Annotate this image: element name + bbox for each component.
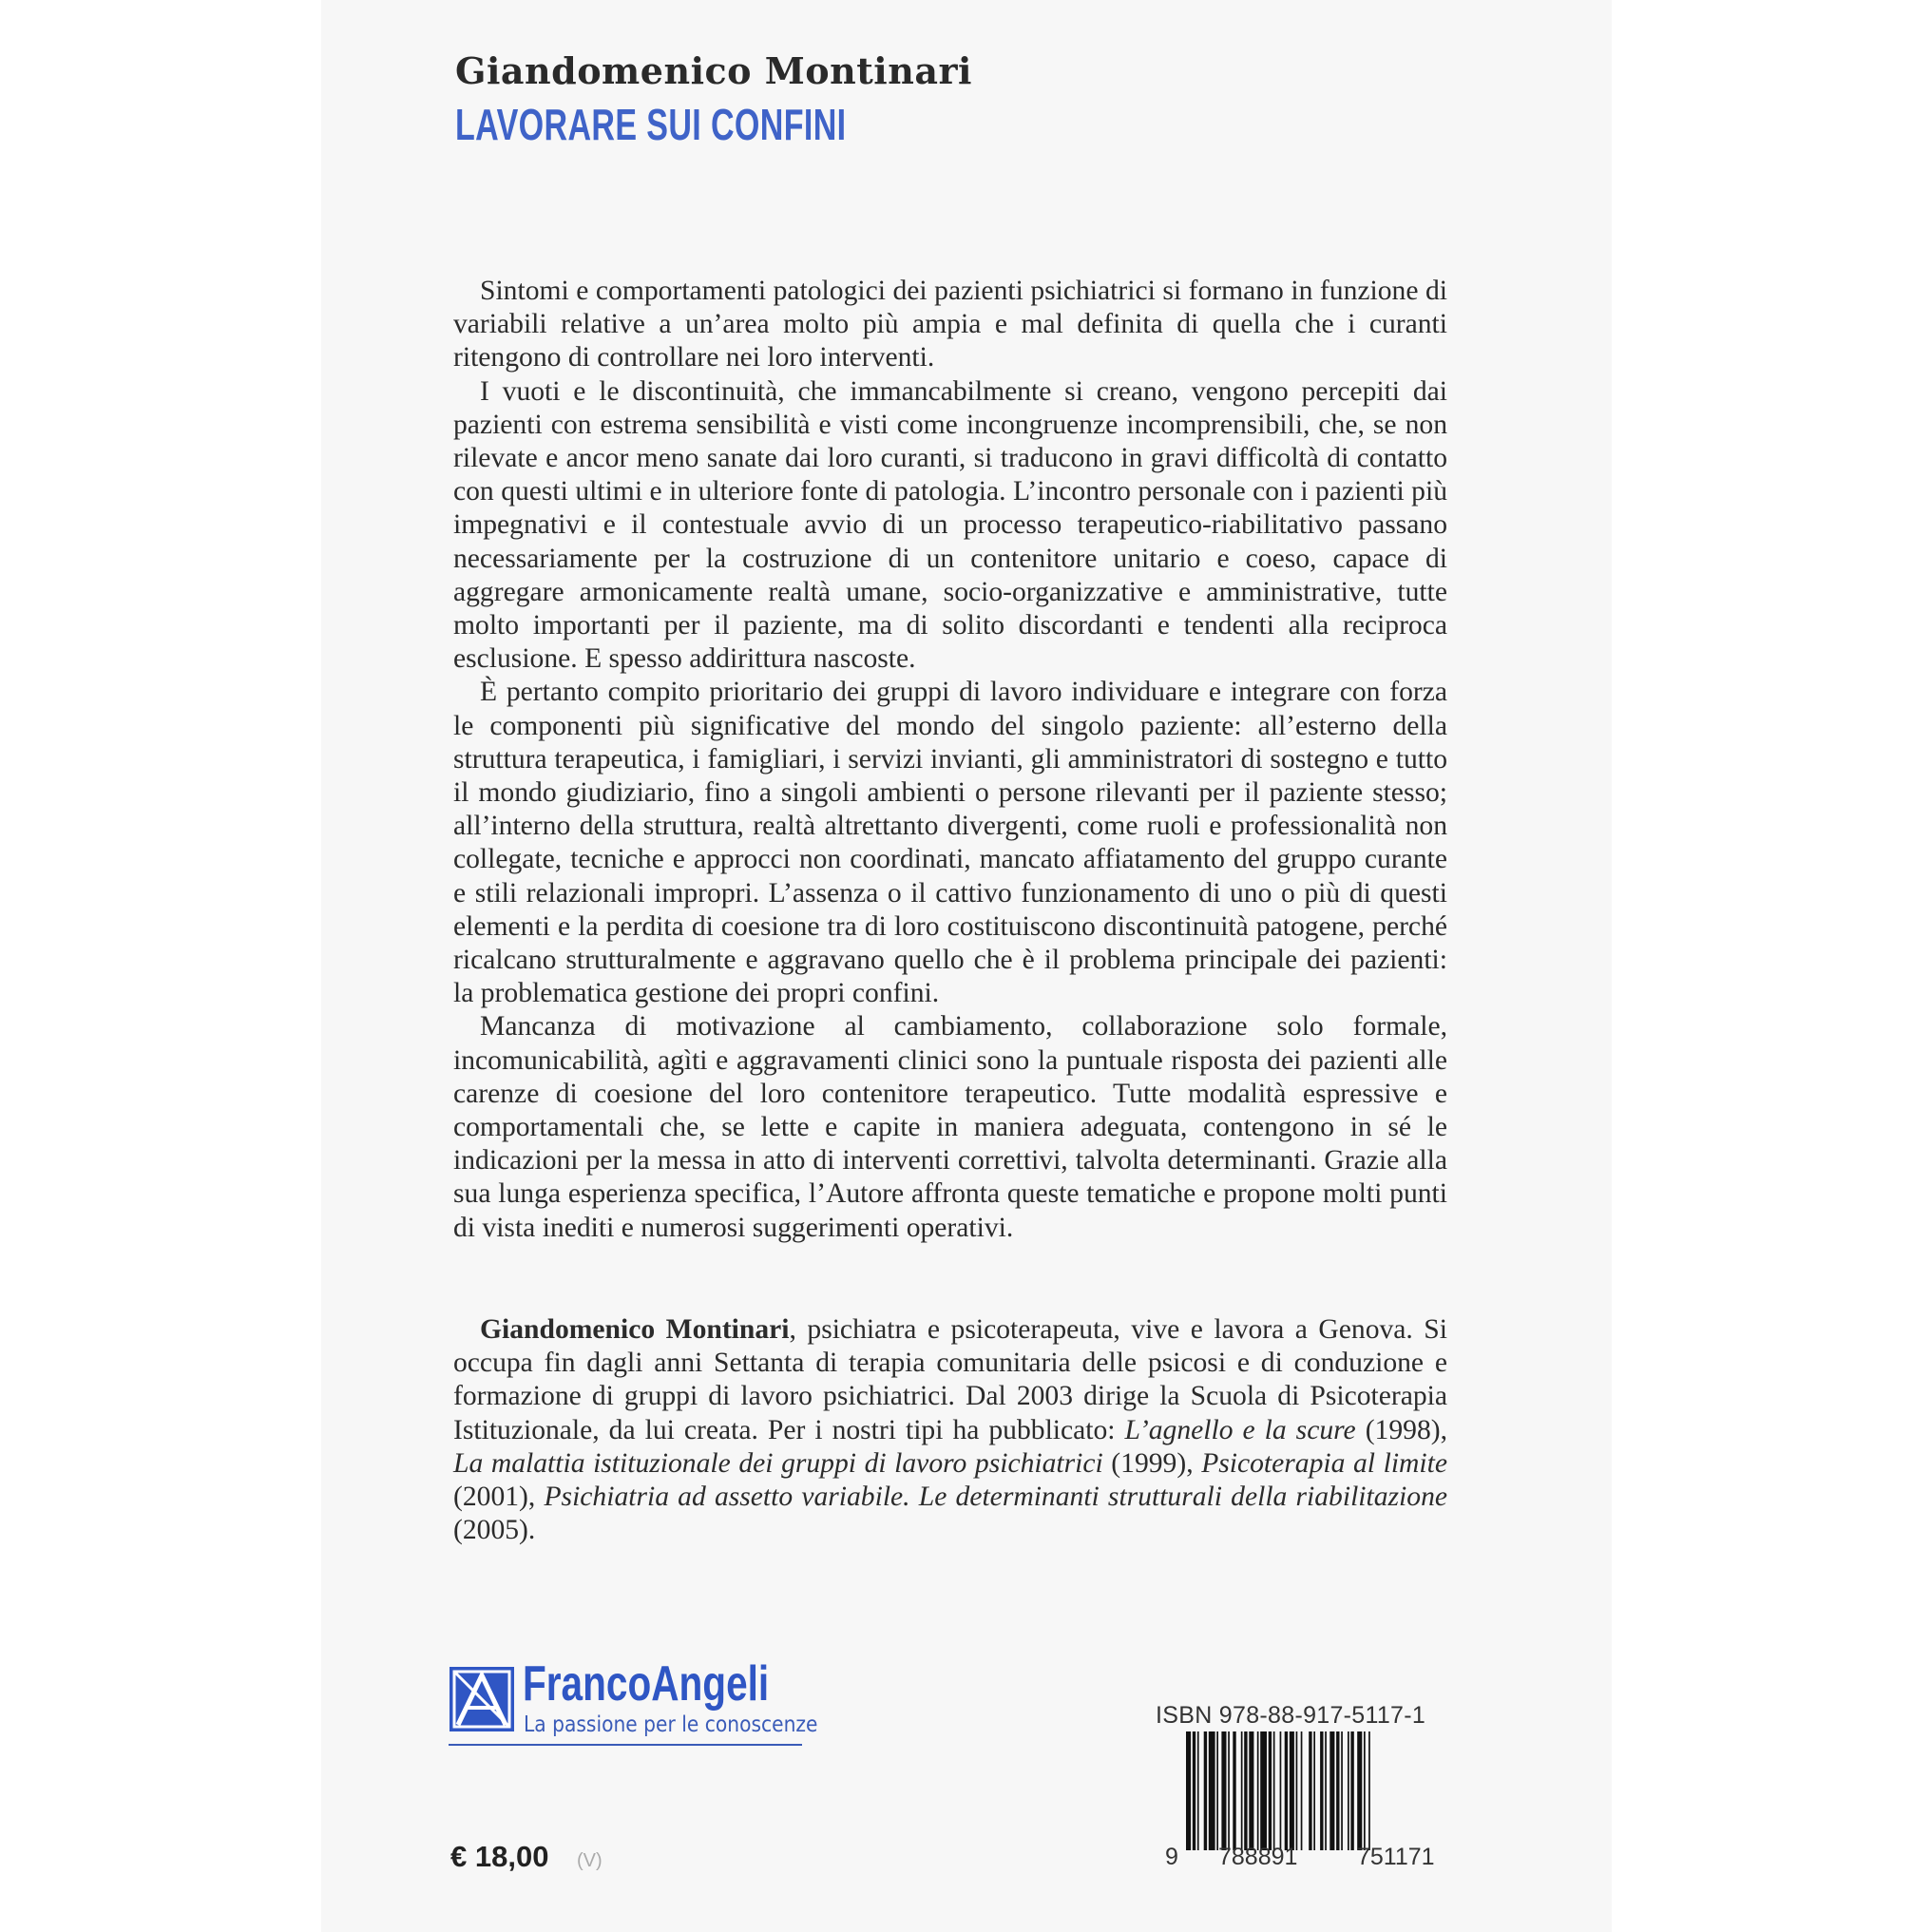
barcode-bar	[1280, 1731, 1282, 1850]
blurb-paragraph: È pertanto compito prioritario dei gruppi di lavoro individuare e integrare con forza le componenti più significative del mondo del singolo paziente: all’esterno della struttura terapeutica, i famigliari, i servizi invianti, gli amministratori di sostegno e tutto il mondo giudiziario, fino a singoli ambienti o persone rilevanti per il paziente stesso; all’interno della struttura, realtà altrettanto divergenti, come ruoli e professionalità non collegate, tecniche e approcci non coordinati, mancato affiatamento del gruppo curante e stili relazionali impropri. L’assenza o il cattivo funzionamento di uno o più di questi elementi e la perdita di coesione tra di loro costituiscono discontinuità patogene, perché ricalcano strutturalmente e aggravano quello che è il problema principale dei pazienti: la problematica gestione dei propri confini.	[453, 677, 1447, 1009]
barcode-bar	[1186, 1731, 1191, 1850]
barcode-bar	[1329, 1731, 1334, 1850]
bio-text: , psichiatra e psicoterapeuta, vive e lavora a Genova. Si occupa fin dagli anni Settanta di terapia comunitaria delle psicosi e di conduzione e formazione di gruppi di lavoro psichiatrici. Dal 2003 dirige la Scuola di Psicoterapia Istituzionale, da lui creata. Per i nostri tipi ha pubblicato:	[453, 1314, 1447, 1445]
isbn-barcode	[1184, 1731, 1469, 1850]
barcode-bar	[1285, 1731, 1288, 1850]
bio-author-name: Giandomenico Montinari	[480, 1314, 790, 1345]
bio-work-title: La malattia istituzionale dei gruppi di lavoro psichiatrici	[453, 1447, 1103, 1479]
barcode-bar	[1341, 1731, 1343, 1850]
barcode-bar	[1309, 1731, 1311, 1850]
barcode-bar	[1260, 1731, 1267, 1850]
publisher-name: FrancoAngeli	[523, 1656, 770, 1712]
blurb-paragraph: Mancanza di motivazione al cambiamento, collaborazione solo formale, incomunicabilità, agìti e aggravamenti clinici sono la puntuale risposta dei pazienti alle carenze di coesione del loro contenitore terapeutico. Tutte modalità espressive e comportamentali che, se lette e capite in maniera adeguata, contengono in sé le indicazioni per la messa in atto di interventi correttivi, talvolta determinanti. Grazie alla sua lunga esperienza specifica, l’Autore affronta queste tematiche e propone molti punti di vista inediti e numerosi suggerimenti operativi.	[453, 1011, 1447, 1243]
bio-text: (1999),	[1102, 1447, 1202, 1479]
barcode-bar	[1193, 1731, 1196, 1850]
barcode-bar	[1364, 1731, 1366, 1850]
publisher-divider	[449, 1744, 802, 1746]
barcode-digit: 788891	[1218, 1844, 1298, 1870]
barcode-bar	[1336, 1731, 1339, 1850]
blurb-text	[453, 275, 1447, 1245]
barcode-bar	[1313, 1731, 1315, 1850]
barcode-bar	[1228, 1731, 1230, 1850]
price-code: (V)	[577, 1850, 603, 1871]
bio-work-title: Psicoterapia al limite	[1201, 1447, 1447, 1479]
blurb-paragraph: Sintomi e comportamenti patologici dei pazienti psichiatrici si formano in funzione di variabili relative a un’area molto più ampia e mal definita di quella che i curanti ritengono di controllare nei loro interventi.	[453, 276, 1447, 373]
barcode-bar	[1269, 1731, 1272, 1850]
barcode-bar	[1216, 1731, 1218, 1850]
barcode-bar	[1296, 1731, 1298, 1850]
book-title: LAVORARE SUI CONFINI	[455, 100, 847, 149]
barcode-digit: 9	[1165, 1844, 1178, 1870]
barcode-bar	[1325, 1731, 1327, 1850]
publisher-logo	[449, 1656, 818, 1747]
barcode-digit: 751171	[1357, 1844, 1435, 1870]
bio-work-title: L’agnello e la scure	[1124, 1414, 1356, 1445]
author-bio	[453, 1313, 1447, 1547]
bio-text: (2001),	[453, 1482, 545, 1513]
barcode-bar	[1197, 1731, 1199, 1850]
barcode-bar	[1301, 1731, 1303, 1850]
barcode-bar	[1257, 1731, 1259, 1850]
bio-work-title: Psichiatria ad assetto variabile. Le determinanti strutturali della riabilitazione	[544, 1482, 1447, 1513]
barcode-bar	[1357, 1731, 1362, 1850]
francoangeli-logo-icon	[449, 1666, 515, 1732]
barcode-bar	[1204, 1731, 1207, 1850]
barcode-bar	[1221, 1731, 1226, 1850]
publisher-tagline: La passione per le conoscenze	[524, 1712, 818, 1737]
barcode-bar	[1348, 1731, 1349, 1850]
barcode-bar	[1350, 1731, 1353, 1850]
barcode-bar	[1249, 1731, 1253, 1850]
barcode-bar	[1209, 1731, 1215, 1850]
barcode-bar	[1241, 1731, 1243, 1850]
barcode-bar	[1233, 1731, 1235, 1850]
barcode-bar	[1244, 1731, 1247, 1850]
isbn-label: ISBN 978-88-917-5117-1	[1156, 1702, 1426, 1729]
price: € 18,00	[450, 1840, 549, 1873]
barcode-bar	[1273, 1731, 1275, 1850]
barcode-bar	[1320, 1731, 1323, 1850]
bio-text: (1998),	[1355, 1414, 1447, 1445]
bio-text: (2005).	[453, 1515, 536, 1546]
barcode-bar	[1290, 1731, 1294, 1850]
blurb-paragraph: I vuoti e le discontinuità, che immancabilmente si creano, vengono percepiti dai pazienti con estrema sensibilità e visti come incongruenze incomprensibili, che, se non rilevate e ancor meno sanate dai loro curanti, si traducono in gravi difficoltà di contatto con questi ultimi e in ulteriore fonte di patologia. L’incontro personale con i pazienti più impegnativi e il contestuale avvio di un processo terapeutico-riabilitativo passano necessariamente per la costruzione di un contenitore unitario e coeso, capace di aggregare armonicamente realtà umane, socio-organizzative e amministrative, tutte molto importanti per il paziente, ma di solito discordanti e tendenti alla reciproca esclusione. E spesso addirittura nascoste.	[453, 375, 1447, 675]
barcode-bar	[1368, 1731, 1370, 1850]
author-name: Giandomenico Montinari	[455, 49, 972, 92]
